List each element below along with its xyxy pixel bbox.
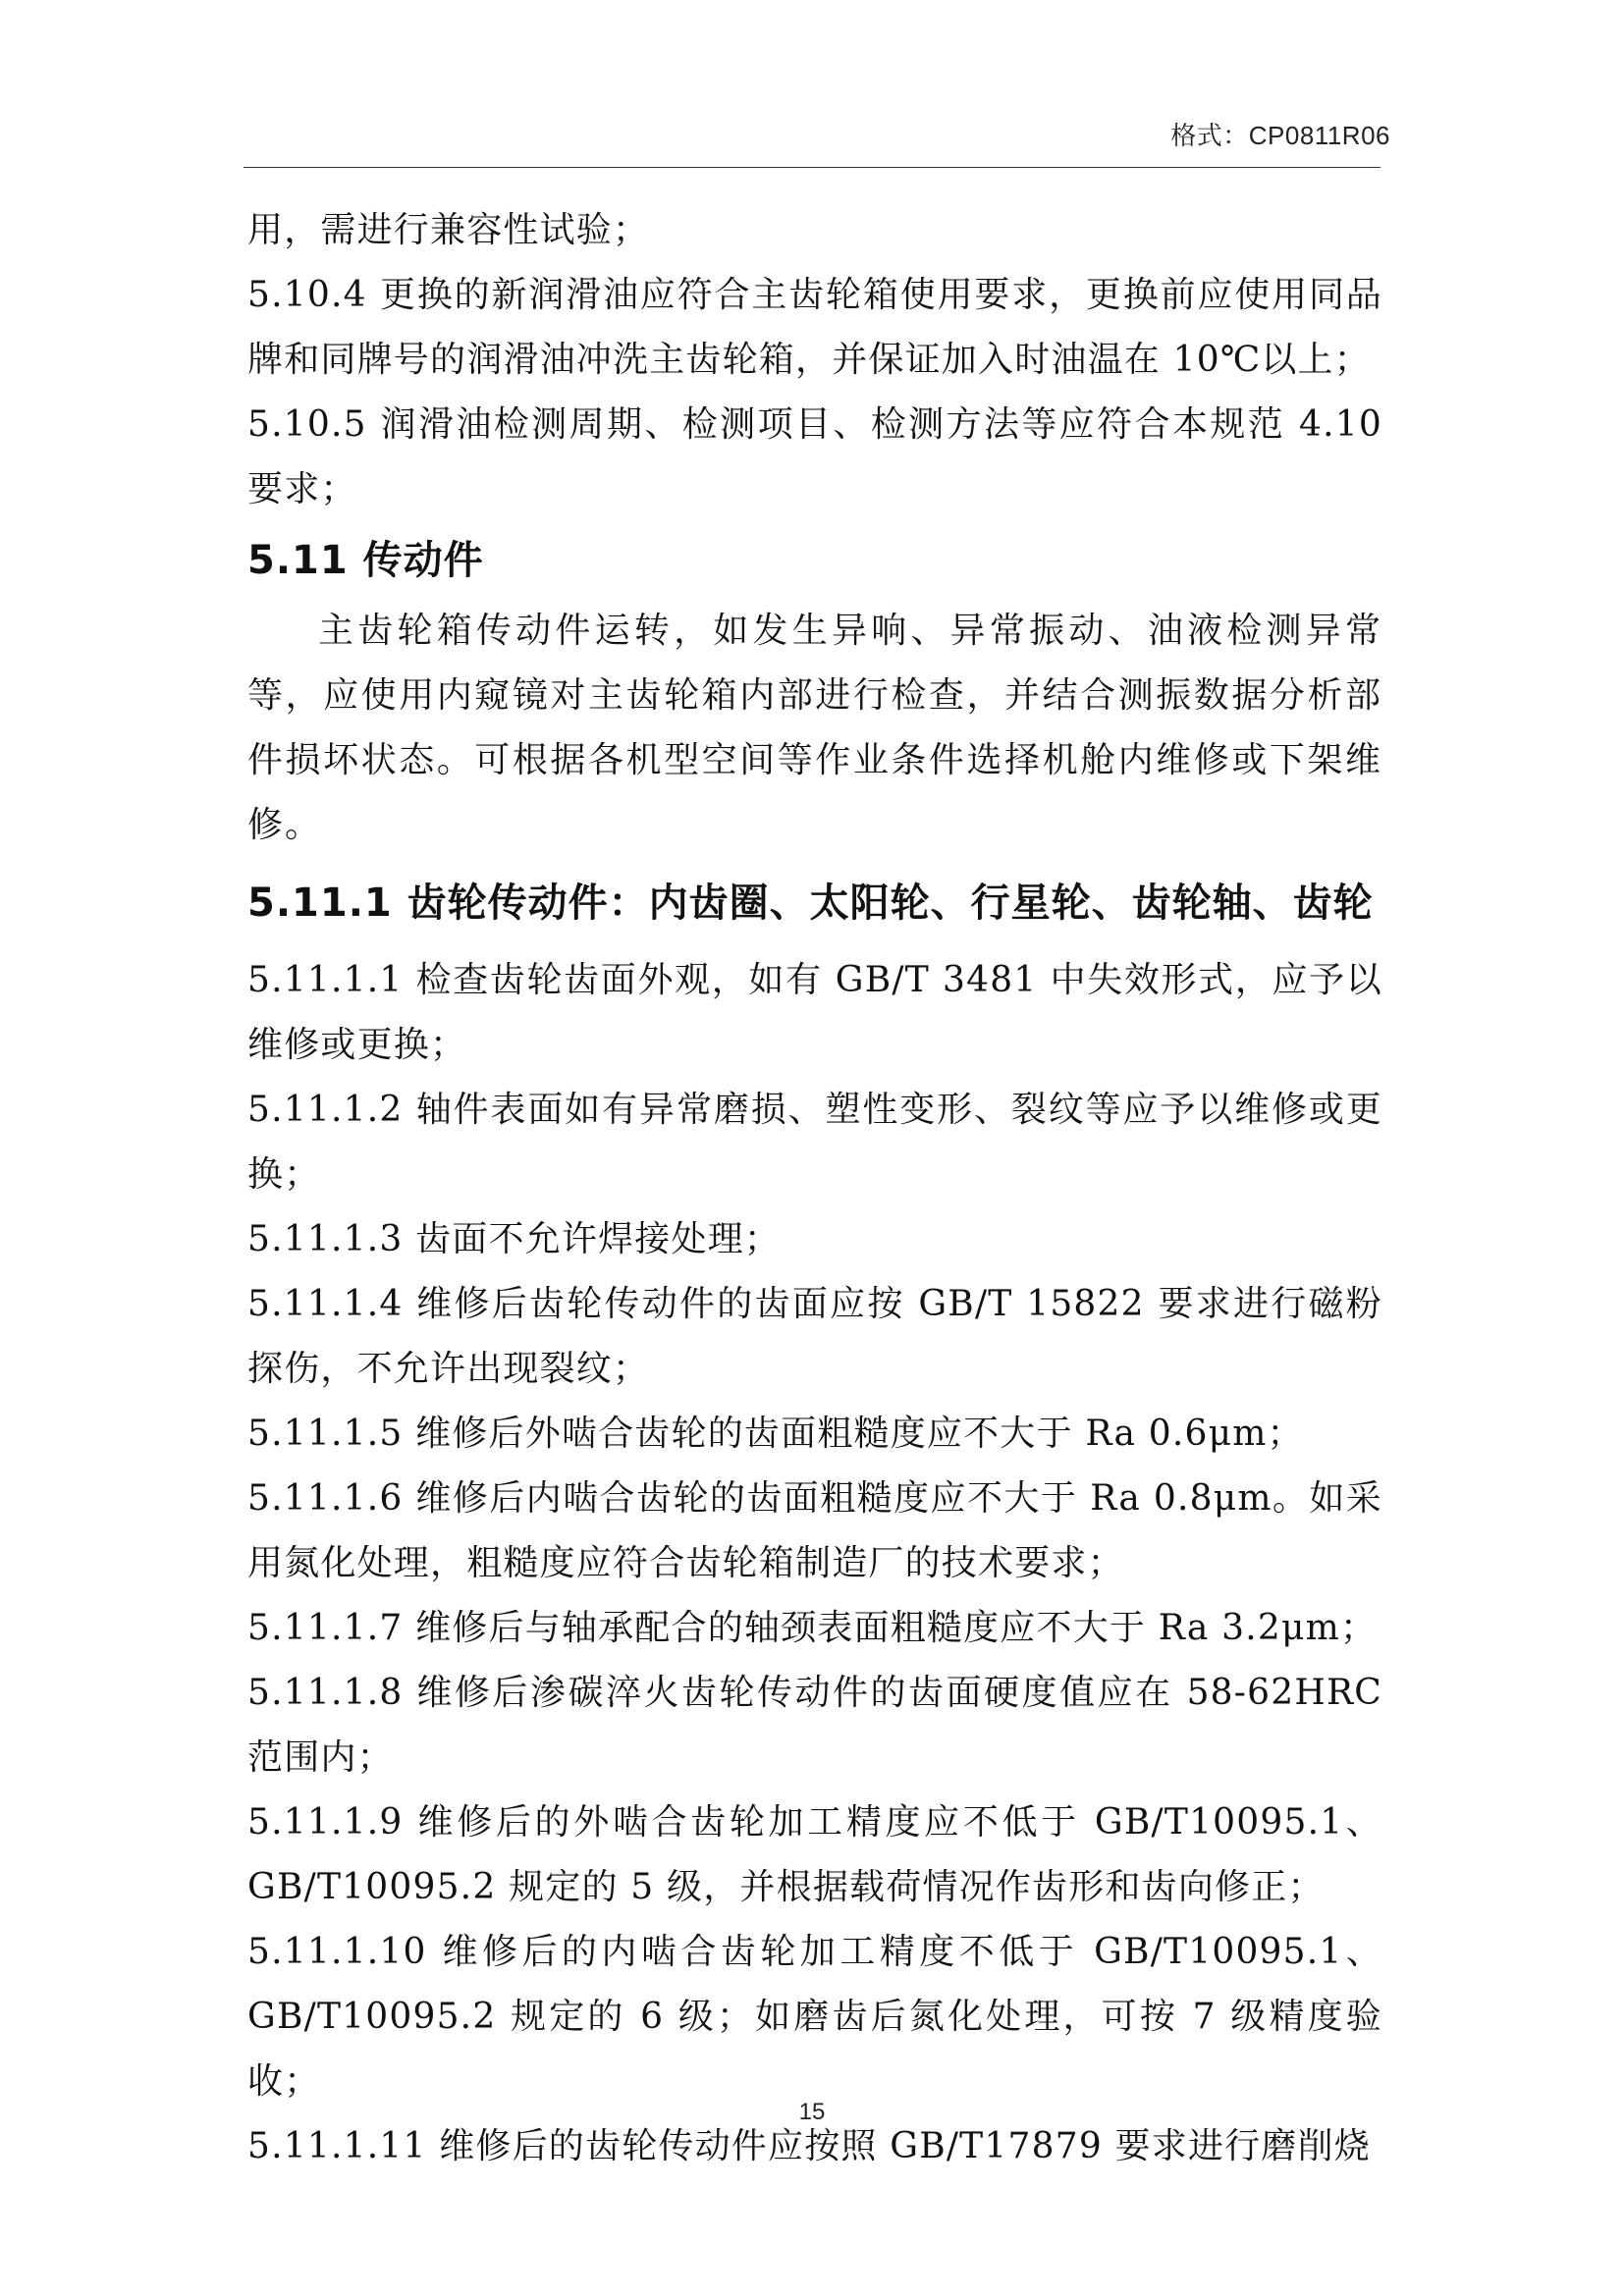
clause-5-11-1-8: 5.11.1.8 维修后渗碳淬火齿轮传动件的齿面硬度值应在 58-62HRC 范围内；	[247, 1673, 1382, 1778]
page-content	[247, 198, 1382, 2179]
clause-5-11-1-4: 5.11.1.4 维修后齿轮传动件的齿面应按 GB/T 15822 要求进行磁粉探伤，不允许出现裂纹；	[247, 1284, 1382, 1389]
clause-5-11-1-3: 5.11.1.3 齿面不允许焊接处理；	[247, 1219, 782, 1259]
page-number: 15	[798, 2099, 826, 2125]
clause-5-11-1-7: 5.11.1.7 维修后与轴承配合的轴颈表面粗糙度应不大于 Ra 3.2μm；	[247, 1608, 1378, 1648]
format-code: 格式：CP0811R06	[1170, 121, 1390, 150]
clause-5-11-1-10: 5.11.1.10 维修后的内啮合齿轮加工精度不低于 GB/T10095.1、GB/T10095.2 规定的 6 级；如磨齿后氮化处理，可按 7 级精度验收；	[247, 1932, 1382, 2102]
clause-5-11-1-2: 5.11.1.2 轴件表面如有异常磨损、塑性变形、裂纹等应予以维修或更换；	[247, 1090, 1382, 1195]
clause-5-10-5: 5.10.5 润滑油检测周期、检测项目、检测方法等应符合本规范 4.10 要求；	[247, 404, 1382, 509]
clause-5-11-1-9: 5.11.1.9 维修后的外啮合齿轮加工精度应不低于 GB/T10095.1、GB/T10095.2 规定的 5 级，并根据载荷情况作齿形和齿向修正；	[247, 1802, 1382, 1907]
header-divider	[244, 167, 1380, 168]
clause-5-11-1-11: 5.11.1.11 维修后的齿轮传动件应按照 GB/T17879 要求进行磨削烧	[247, 2126, 1371, 2166]
section-heading-5-11: 5.11 传动件	[247, 538, 484, 583]
paragraph-continuation: 用，需进行兼容性试验；	[247, 210, 650, 250]
clause-5-11-1-5: 5.11.1.5 维修后外啮合齿轮的齿面粗糙度应不大于 Ra 0.6μm；	[247, 1414, 1304, 1454]
clause-5-11-1-6: 5.11.1.6 维修后内啮合齿轮的齿面粗糙度应不大于 Ra 0.8μm。如采用氮化处理，粗糙度应符合齿轮箱制造厂的技术要求；	[247, 1478, 1382, 1583]
section-intro-paragraph: 主齿轮箱传动件运转，如发生异响、异常振动、油液检测异常等，应使用内窥镜对主齿轮箱内部进行检查，并结合测振数据分析部件损坏状态。可根据各机型空间等作业条件选择机舱内维修或下架维修。	[247, 611, 1382, 845]
subsection-heading-5-11-1: 5.11.1 齿轮传动件：内齿圈、太阳轮、行星轮、齿轮轴、齿轮	[247, 881, 1374, 926]
clause-5-11-1-1: 5.11.1.1 检查齿轮齿面外观，如有 GB/T 3481 中失效形式，应予以维修或更换；	[247, 960, 1382, 1065]
clause-5-10-4: 5.10.4 更换的新润滑油应符合主齿轮箱使用要求，更换前应使用同品牌和同牌号的润滑油冲洗主齿轮箱，并保证加入时油温在 10℃以上；	[247, 275, 1382, 380]
